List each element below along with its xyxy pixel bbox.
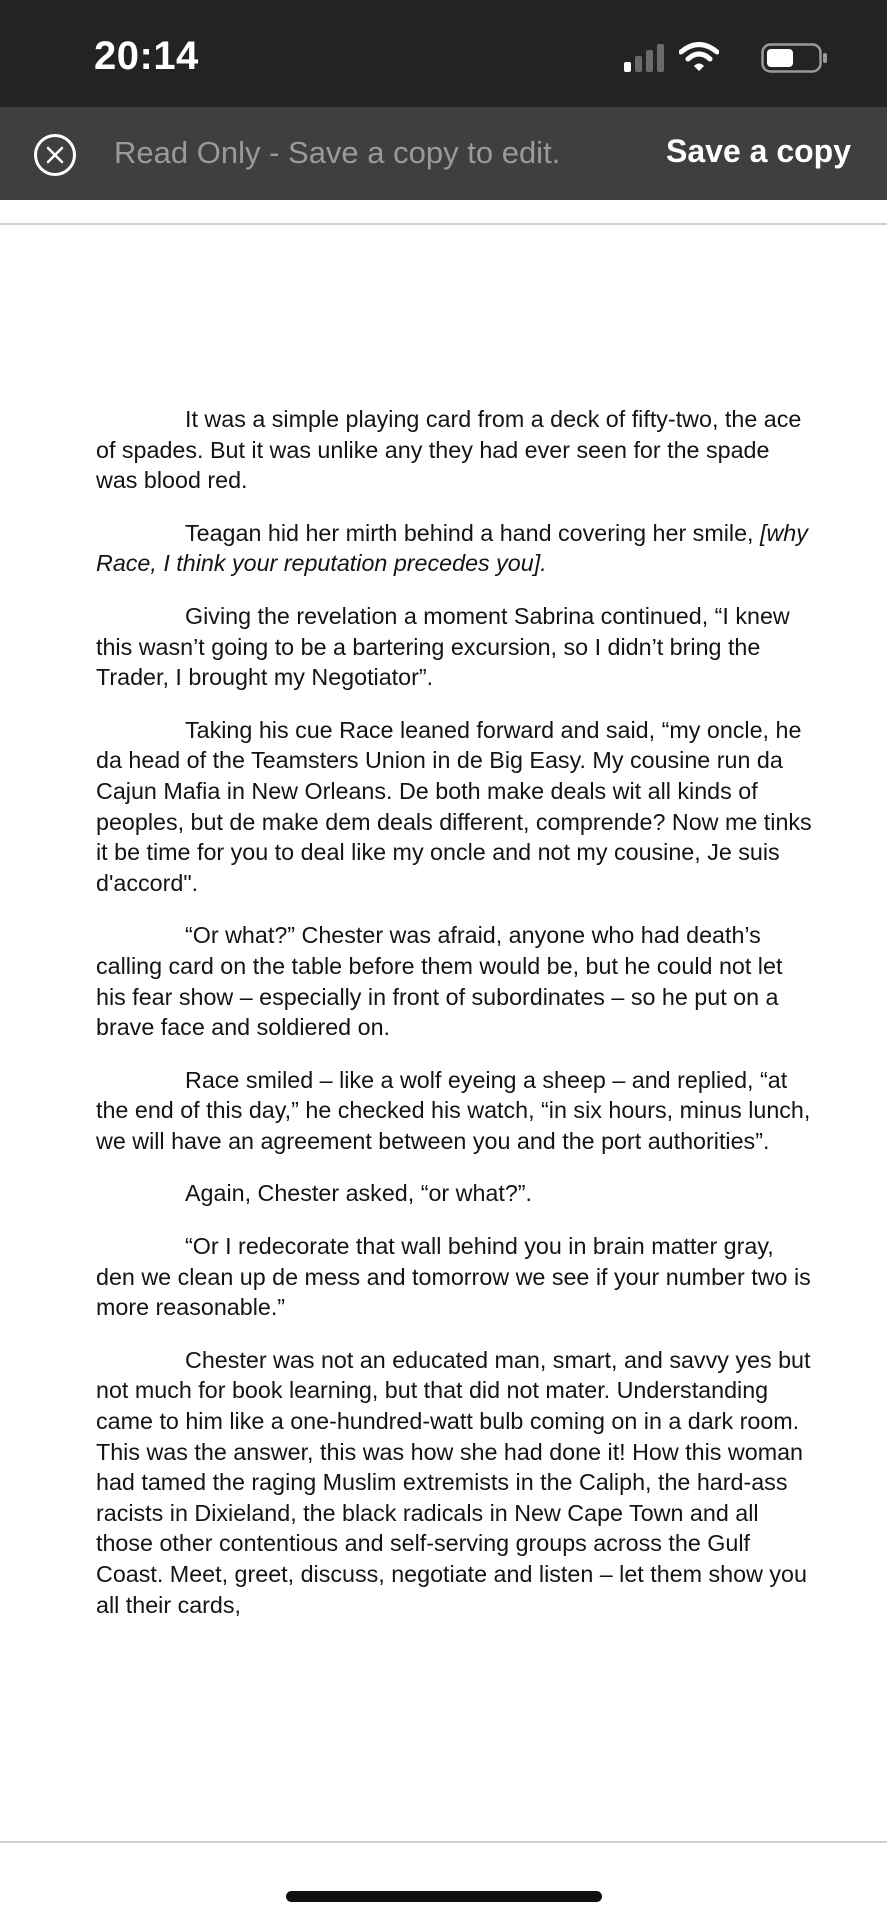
readonly-message: Read Only - Save a copy to edit.: [114, 135, 561, 170]
paragraph: Giving the revelation a moment Sabrina continued, “I knew this wasn’t going to be a bartering excursion, so I didn’t bring the Trader, I brought my Negotiator”.: [96, 602, 790, 691]
paragraph: Teagan hid her mirth behind a hand covering her smile, [why Race, I think your reputation precedes you].: [96, 519, 808, 577]
italic-thought: [why Race, I think your reputation precedes you].: [96, 519, 808, 577]
paragraph: “Or what?” Chester was afraid, anyone who had death’s calling card on the table before them would be, but he could not let his fear show – especially in front of subordinates – so he put on a brave face and soldiered on.: [96, 922, 783, 1041]
save-copy-button[interactable]: Save a copy: [666, 133, 851, 169]
home-indicator[interactable]: [286, 1891, 602, 1902]
paragraph: “Or I redecorate that wall behind you in brain matter gray, den we clean up de mess and tomorrow we see if your number two is more reasonable.”: [96, 1233, 811, 1321]
status-time: 20:14: [94, 34, 199, 78]
signal-icon: [624, 44, 664, 72]
paragraph: Chester was not an educated man, smart, and savvy yes but not much for book learning, but that did not mater. Understanding came to him like a one-hundred-watt bulb coming on in a dark room. This was the answer, this was how she had done it! How this woman had tamed the raging Muslim extremists in the Caliph, the hard-ass racists in Dixieland, the black radicals in New Cape Town and all those other contentious and self-serving groups across the Gulf Coast. Meet, greet, discuss, negotiate and listen – let them show you all their cards,: [96, 1346, 811, 1618]
paragraph: Race smiled – like a wolf eyeing a sheep – and replied, “at the end of this day,” he checked his watch, “in six hours, minus lunch, we will have an agreement between you and the port authorities”.: [96, 1066, 811, 1154]
paragraph: It was a simple playing card from a deck of fifty-two, the ace of spades. But it was unlike any they had ever seen for the spade was blood red.: [96, 406, 802, 494]
wifi-icon: [679, 42, 719, 72]
readonly-bar: [0, 107, 887, 200]
paragraph: Again, Chester asked, “or what?”.: [185, 1180, 533, 1207]
battery-icon: [761, 43, 829, 73]
page-divider-bottom: [0, 1841, 887, 1843]
close-icon[interactable]: [34, 134, 76, 176]
paragraph: Taking his cue Race leaned forward and said, “my oncle, he da head of the Teamsters Union in de Big Easy. My cousine run da Cajun Mafia in New Orleans. De both make deals wit all kinds of peoples, but de make dem deals different, comprende? Now me tinks it be time for you to deal like my oncle and not my cousine, Je suis d'accord".: [96, 716, 812, 896]
status-bar: [0, 0, 887, 107]
document-body: [96, 404, 816, 1642]
page-divider-top: [0, 223, 887, 225]
